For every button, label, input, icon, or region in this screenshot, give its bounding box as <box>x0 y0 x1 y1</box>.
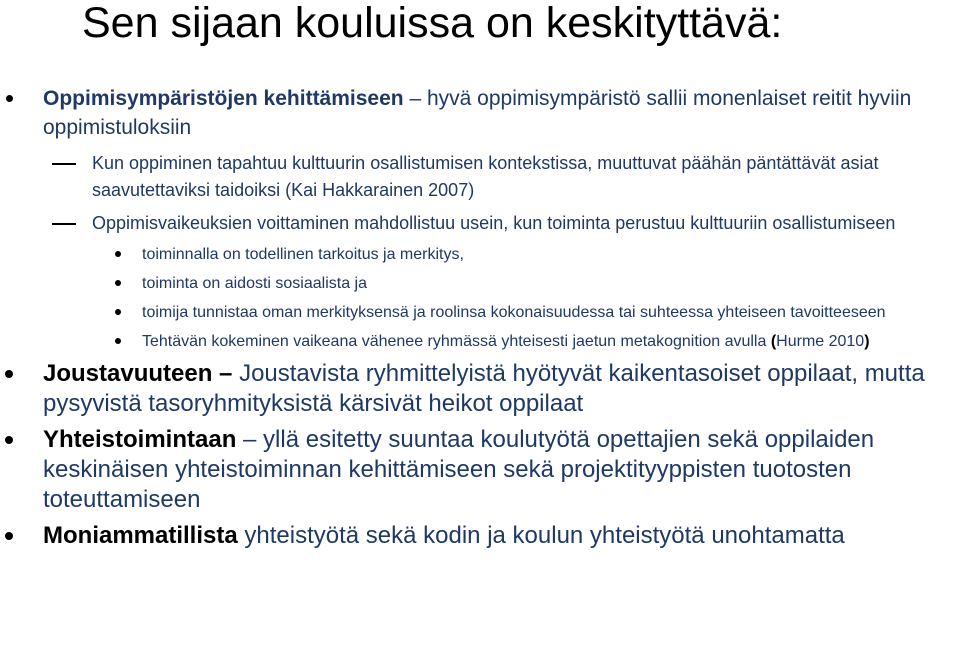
bullet-marker <box>115 309 121 315</box>
bullet-marker <box>115 280 121 286</box>
sub-sub-bullet-text: toimija tunnistaa oman merkityksensä ja roolinsa kokonaisuudessa tai suhteessa yhteiseen tavoitteeseen <box>142 304 886 321</box>
bullet-item-joustavuus <box>0 359 943 419</box>
sub-bullet-text: Oppimisvaikeuksien voittaminen mahdollistuu usein, kun toiminta perustuu kulttuuriin osallistumiseen <box>92 213 896 233</box>
reference-paren-open: ( <box>766 333 777 350</box>
sub-sub-bullet-item-sosiaalista <box>0 272 954 295</box>
bullet-list <box>0 84 960 557</box>
bullet-keyword: Oppimisympäristöjen kehittämiseen <box>43 87 404 110</box>
bullet-marker <box>115 338 121 344</box>
bullet-marker <box>115 251 121 257</box>
dash-marker <box>52 163 76 165</box>
sub-sub-bullet-item-merkitys <box>0 301 954 324</box>
bullet-marker <box>5 532 13 540</box>
reference-paren-close: ) <box>864 333 870 350</box>
bullet-text: yhteistyötä sekä kodin ja koulun yhteistyötä unohtamatta <box>244 522 845 549</box>
sub-sub-bullet-item-metakognitio <box>0 330 954 353</box>
bullet-separator: – <box>236 426 264 453</box>
sub-sub-bullet-text: toiminnalla on todellinen tarkoitus ja merkitys, <box>142 246 464 263</box>
bullet-item-moniammatillisuus <box>0 521 943 551</box>
sub-bullet-text: Kun oppiminen tapahtuu kulttuurin osallistumisen kontekstissa, muuttuvat päähän päntättävät asiat saavutettaviksi taidoiksi (Kai Hakkarainen 2007) <box>92 153 879 200</box>
bullet-text: hyvä oppimisympäristö sallii monenlaiset reitit hyviin oppimistuloksiin <box>43 87 912 139</box>
bullet-marker <box>5 436 13 444</box>
bullet-keyword: Yhteistoimintaan <box>43 426 237 453</box>
bullet-separator: – <box>212 360 240 387</box>
reference-citation: Hurme 2010 <box>776 333 865 350</box>
dash-marker <box>52 223 76 225</box>
slide-title: Sen sijaan kouluissa on keskityttävä: <box>82 0 783 47</box>
bullet-item-yhteistoiminta <box>0 425 943 515</box>
bullet-text: yllä esitetty suuntaa koulutyötä opettajien sekä oppilaiden keskinäisen yhteistoiminnan kehittämiseen sekä projektityyppisten tuotosten toteuttamiseen <box>43 426 875 513</box>
bullet-marker <box>5 370 13 378</box>
bullet-text: Joustavista ryhmittelyistä hyötyvät kaikentasoiset oppilaat, mutta pysyvistä tasoryhmityksistä kärsivät heikot oppilaat <box>43 360 925 417</box>
sub-sub-bullet-item-tarkoitus <box>0 243 954 266</box>
sub-sub-bullet-text: Tehtävän kokeminen vaikeana vähenee ryhmässä yhteisesti jaetun metakognition avulla <box>142 333 767 350</box>
bullet-keyword: Moniammatillista <box>43 522 238 549</box>
bullet-separator: – <box>403 87 427 110</box>
sub-bullet-item-oppimisvaikeudet <box>0 210 940 237</box>
sub-bullet-item-kulttuuri <box>0 150 940 204</box>
bullet-item-oppimisymparistot <box>0 84 943 142</box>
bullet-keyword: Joustavuuteen <box>43 360 213 387</box>
bullet-marker <box>6 95 13 102</box>
sub-sub-bullet-text: toiminta on aidosti sosiaalista ja <box>142 275 368 292</box>
